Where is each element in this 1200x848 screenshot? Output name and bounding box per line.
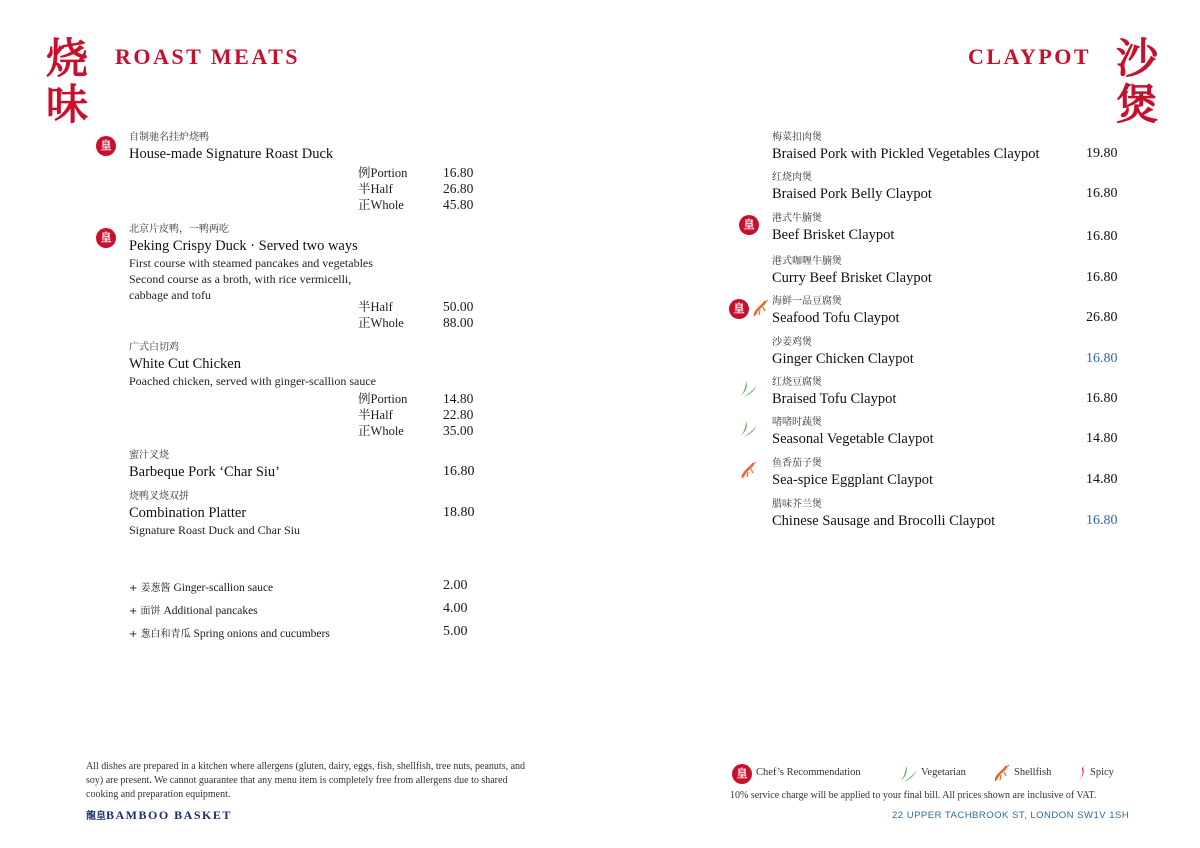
- claypot-dish: [772, 498, 995, 530]
- extra-item: [129, 626, 330, 643]
- size-zh: 正: [358, 198, 371, 212]
- size-price: 16.80: [443, 165, 474, 180]
- size-zh: 半: [358, 408, 371, 422]
- dish-name-en: White Cut Chicken: [129, 356, 241, 372]
- dish-description: Second course as a broth, with rice vermicelli,: [129, 272, 352, 286]
- claypot-dish: [772, 212, 894, 244]
- dish-name-zh: 腊味芥兰煲: [772, 499, 822, 510]
- dish-name-zh: 港式牛腩煲: [772, 213, 822, 224]
- size-zh: 正: [358, 424, 371, 438]
- dish-price: 16.80: [1086, 229, 1118, 244]
- dish-price: 16.80: [443, 464, 475, 479]
- size-row: [358, 181, 393, 197]
- dish-name-en: House-made Signature Roast Duck: [129, 146, 334, 162]
- roast-meats-brush-title: [44, 36, 90, 128]
- extra-item: [129, 603, 258, 620]
- dish-price: 14.80: [1086, 431, 1118, 446]
- claypot-brush-title: [1114, 36, 1160, 128]
- dish-description: Signature Roast Duck and Char Siu: [129, 523, 300, 537]
- size-price: 14.80: [443, 391, 474, 406]
- size-row: [358, 407, 393, 423]
- claypot-dish: [772, 336, 914, 368]
- dish-price: 19.80: [1086, 146, 1118, 161]
- chef-recommendation-icon: 皇: [739, 215, 759, 235]
- dish-name-zh: 红烧肉煲: [772, 172, 812, 183]
- dish-price: 14.80: [1086, 472, 1118, 487]
- claypot-dish: [772, 376, 896, 408]
- brush-char: 煲: [1115, 80, 1158, 129]
- claypot-dish: [772, 171, 932, 203]
- size-label: Portion: [370, 166, 408, 180]
- dish-name-zh: 梅菜扣肉煲: [772, 132, 822, 143]
- dish-price: 16.80: [1086, 270, 1118, 285]
- size-label: Half: [370, 182, 393, 196]
- size-row: [358, 315, 404, 331]
- claypot-dish: [772, 416, 934, 448]
- size-row: [358, 197, 404, 213]
- size-price: 50.00: [443, 299, 474, 314]
- dish-name-en: Beef Brisket Claypot: [772, 227, 895, 243]
- extra-zh: + 面饼: [129, 606, 161, 617]
- dish-price: 16.80: [1086, 351, 1118, 366]
- dish-char-siu: [129, 449, 280, 481]
- brush-char: 烧: [45, 34, 88, 83]
- dish-description: Poached chicken, served with ginger-scallion sauce: [129, 374, 377, 388]
- extra-price: 4.00: [443, 601, 468, 616]
- dish-price: 16.80: [1086, 186, 1118, 201]
- dish-name-zh: 烧鸭叉烧双拼: [129, 491, 189, 502]
- dish-name-en: Chinese Sausage and Brocolli Claypot: [772, 513, 996, 529]
- size-label: Half: [370, 300, 393, 314]
- dish-peking-duck: [129, 223, 373, 303]
- shellfish-icon: [992, 763, 1010, 783]
- dish-name-zh: 蜜汁叉烧: [129, 450, 169, 461]
- dish-name-zh: 广式白切鸡: [129, 342, 179, 353]
- dish-price: 16.80: [1086, 391, 1118, 406]
- brand-name: BAMBOO BASKET: [106, 808, 232, 822]
- extra-zh: + 葱白和青瓜: [129, 629, 191, 640]
- claypot-dish: [772, 295, 900, 327]
- size-price: 26.80: [443, 181, 474, 196]
- dish-name-zh: 海鲜一品豆腐煲: [772, 296, 842, 307]
- chef-recommendation-icon: 皇: [729, 299, 749, 319]
- dish-price: 16.80: [1086, 513, 1118, 528]
- dish-price: 18.80: [443, 505, 475, 520]
- size-label: Whole: [370, 424, 404, 438]
- chili-icon: [1076, 764, 1088, 784]
- brand-zh: 龍皇: [86, 811, 106, 822]
- dish-combination-platter: [129, 490, 300, 538]
- size-label: Whole: [370, 316, 404, 330]
- extra-en: Spring onions and cucumbers: [193, 628, 330, 640]
- dish-name-en: Braised Pork Belly Claypot: [772, 186, 932, 202]
- size-zh: 例: [358, 392, 371, 406]
- dish-price: 26.80: [1086, 310, 1118, 325]
- size-price: 35.00: [443, 423, 474, 438]
- dish-name-zh: 沙姜鸡煲: [772, 337, 812, 348]
- vegetarian-icon: [898, 764, 918, 784]
- dish-name-en: Ginger Chicken Claypot: [772, 351, 914, 367]
- size-zh: 正: [358, 316, 371, 330]
- brand-logo: [86, 807, 232, 823]
- dish-white-cut-chicken: [129, 341, 376, 389]
- chef-recommendation-icon: 皇: [96, 136, 116, 156]
- dish-name-en: Braised Pork with Pickled Vegetables Claypot: [772, 146, 1040, 162]
- dish-name-zh: 北京片皮鸭，一鸭两吃: [129, 224, 229, 235]
- claypot-dish: [772, 131, 1040, 163]
- size-price: 88.00: [443, 315, 474, 330]
- dish-name-zh: 红烧豆腐煲: [772, 377, 822, 388]
- size-price: 45.80: [443, 197, 474, 212]
- legend-spicy: Spicy: [1090, 767, 1114, 778]
- legend-vegetarian: Vegetarian: [921, 767, 966, 778]
- section-title-roast-meats: ROAST MEATS: [115, 44, 301, 69]
- size-row: [358, 391, 407, 407]
- dish-name-en: Barbeque Pork ‘Char Siu’: [129, 464, 281, 480]
- size-label: Half: [370, 408, 393, 422]
- shellfish-icon: [751, 298, 769, 318]
- vegetarian-icon: [738, 379, 758, 399]
- claypot-dish: [772, 255, 932, 287]
- dish-name-zh: 鱼香茄子煲: [772, 458, 822, 469]
- size-zh: 半: [358, 182, 371, 196]
- extra-price: 2.00: [443, 578, 468, 593]
- size-price: 22.80: [443, 407, 474, 422]
- legend-shellfish: Shellfish: [1014, 767, 1052, 778]
- dish-name-en: Braised Tofu Claypot: [772, 391, 897, 407]
- dish-name-en: Seasonal Vegetable Claypot: [772, 431, 934, 447]
- brush-char: 味: [45, 80, 88, 129]
- dish-description: First course with steamed pancakes and vegetables: [129, 256, 373, 270]
- service-charge-note: 10% service charge will be applied to your final bill. All prices shown are inclusive of VAT.: [730, 790, 1097, 801]
- size-row: [358, 299, 393, 315]
- restaurant-address: 22 UPPER TACHBROOK ST, LONDON SW1V 1SH: [892, 810, 1130, 821]
- extra-zh: + 姜葱酱: [129, 583, 171, 594]
- size-zh: 例: [358, 166, 371, 180]
- dish-name-en: Seafood Tofu Claypot: [772, 310, 900, 326]
- extra-item: [129, 580, 273, 597]
- size-row: [358, 165, 407, 181]
- section-title-claypot: CLAYPOT: [968, 44, 1092, 69]
- dish-name-zh: 啫啫时蔬煲: [772, 417, 822, 428]
- size-label: Whole: [370, 198, 404, 212]
- dish-name-en: Curry Beef Brisket Claypot: [772, 270, 932, 286]
- allergen-notice: All dishes are prepared in a kitchen where allergens (gluten, dairy, eggs, fish, shellfish, tree nuts, peanuts, and soy) are present. We cannot guarantee that any menu item is completely free from allergens due to shared cooking and preparation equipment.: [86, 761, 526, 800]
- extra-price: 5.00: [443, 624, 468, 639]
- extra-en: Additional pancakes: [163, 605, 258, 617]
- dish-name-en: Peking Crispy Duck · Served two ways: [129, 238, 358, 254]
- vegetarian-icon: [738, 419, 758, 439]
- claypot-dish: [772, 457, 933, 489]
- size-label: Portion: [370, 392, 408, 406]
- dish-name-zh: 自制驰名挂炉烧鸭: [129, 132, 209, 143]
- extra-en: Ginger-scallion sauce: [173, 582, 274, 594]
- shellfish-icon: [739, 460, 757, 480]
- legend-chef: Chef’s Recommendation: [756, 767, 861, 778]
- brush-char: 沙: [1115, 34, 1158, 83]
- size-zh: 半: [358, 300, 371, 314]
- dish-name-en: Sea-spice Eggplant Claypot: [772, 472, 934, 488]
- chef-recommendation-icon: 皇: [732, 764, 752, 784]
- chef-recommendation-icon: 皇: [96, 228, 116, 248]
- dish-name-zh: 港式咖喱牛腩煲: [772, 256, 842, 267]
- size-row: [358, 423, 404, 439]
- dish-roast-duck: [129, 131, 333, 163]
- dish-description: cabbage and tofu: [129, 288, 211, 302]
- dish-name-en: Combination Platter: [129, 505, 247, 521]
